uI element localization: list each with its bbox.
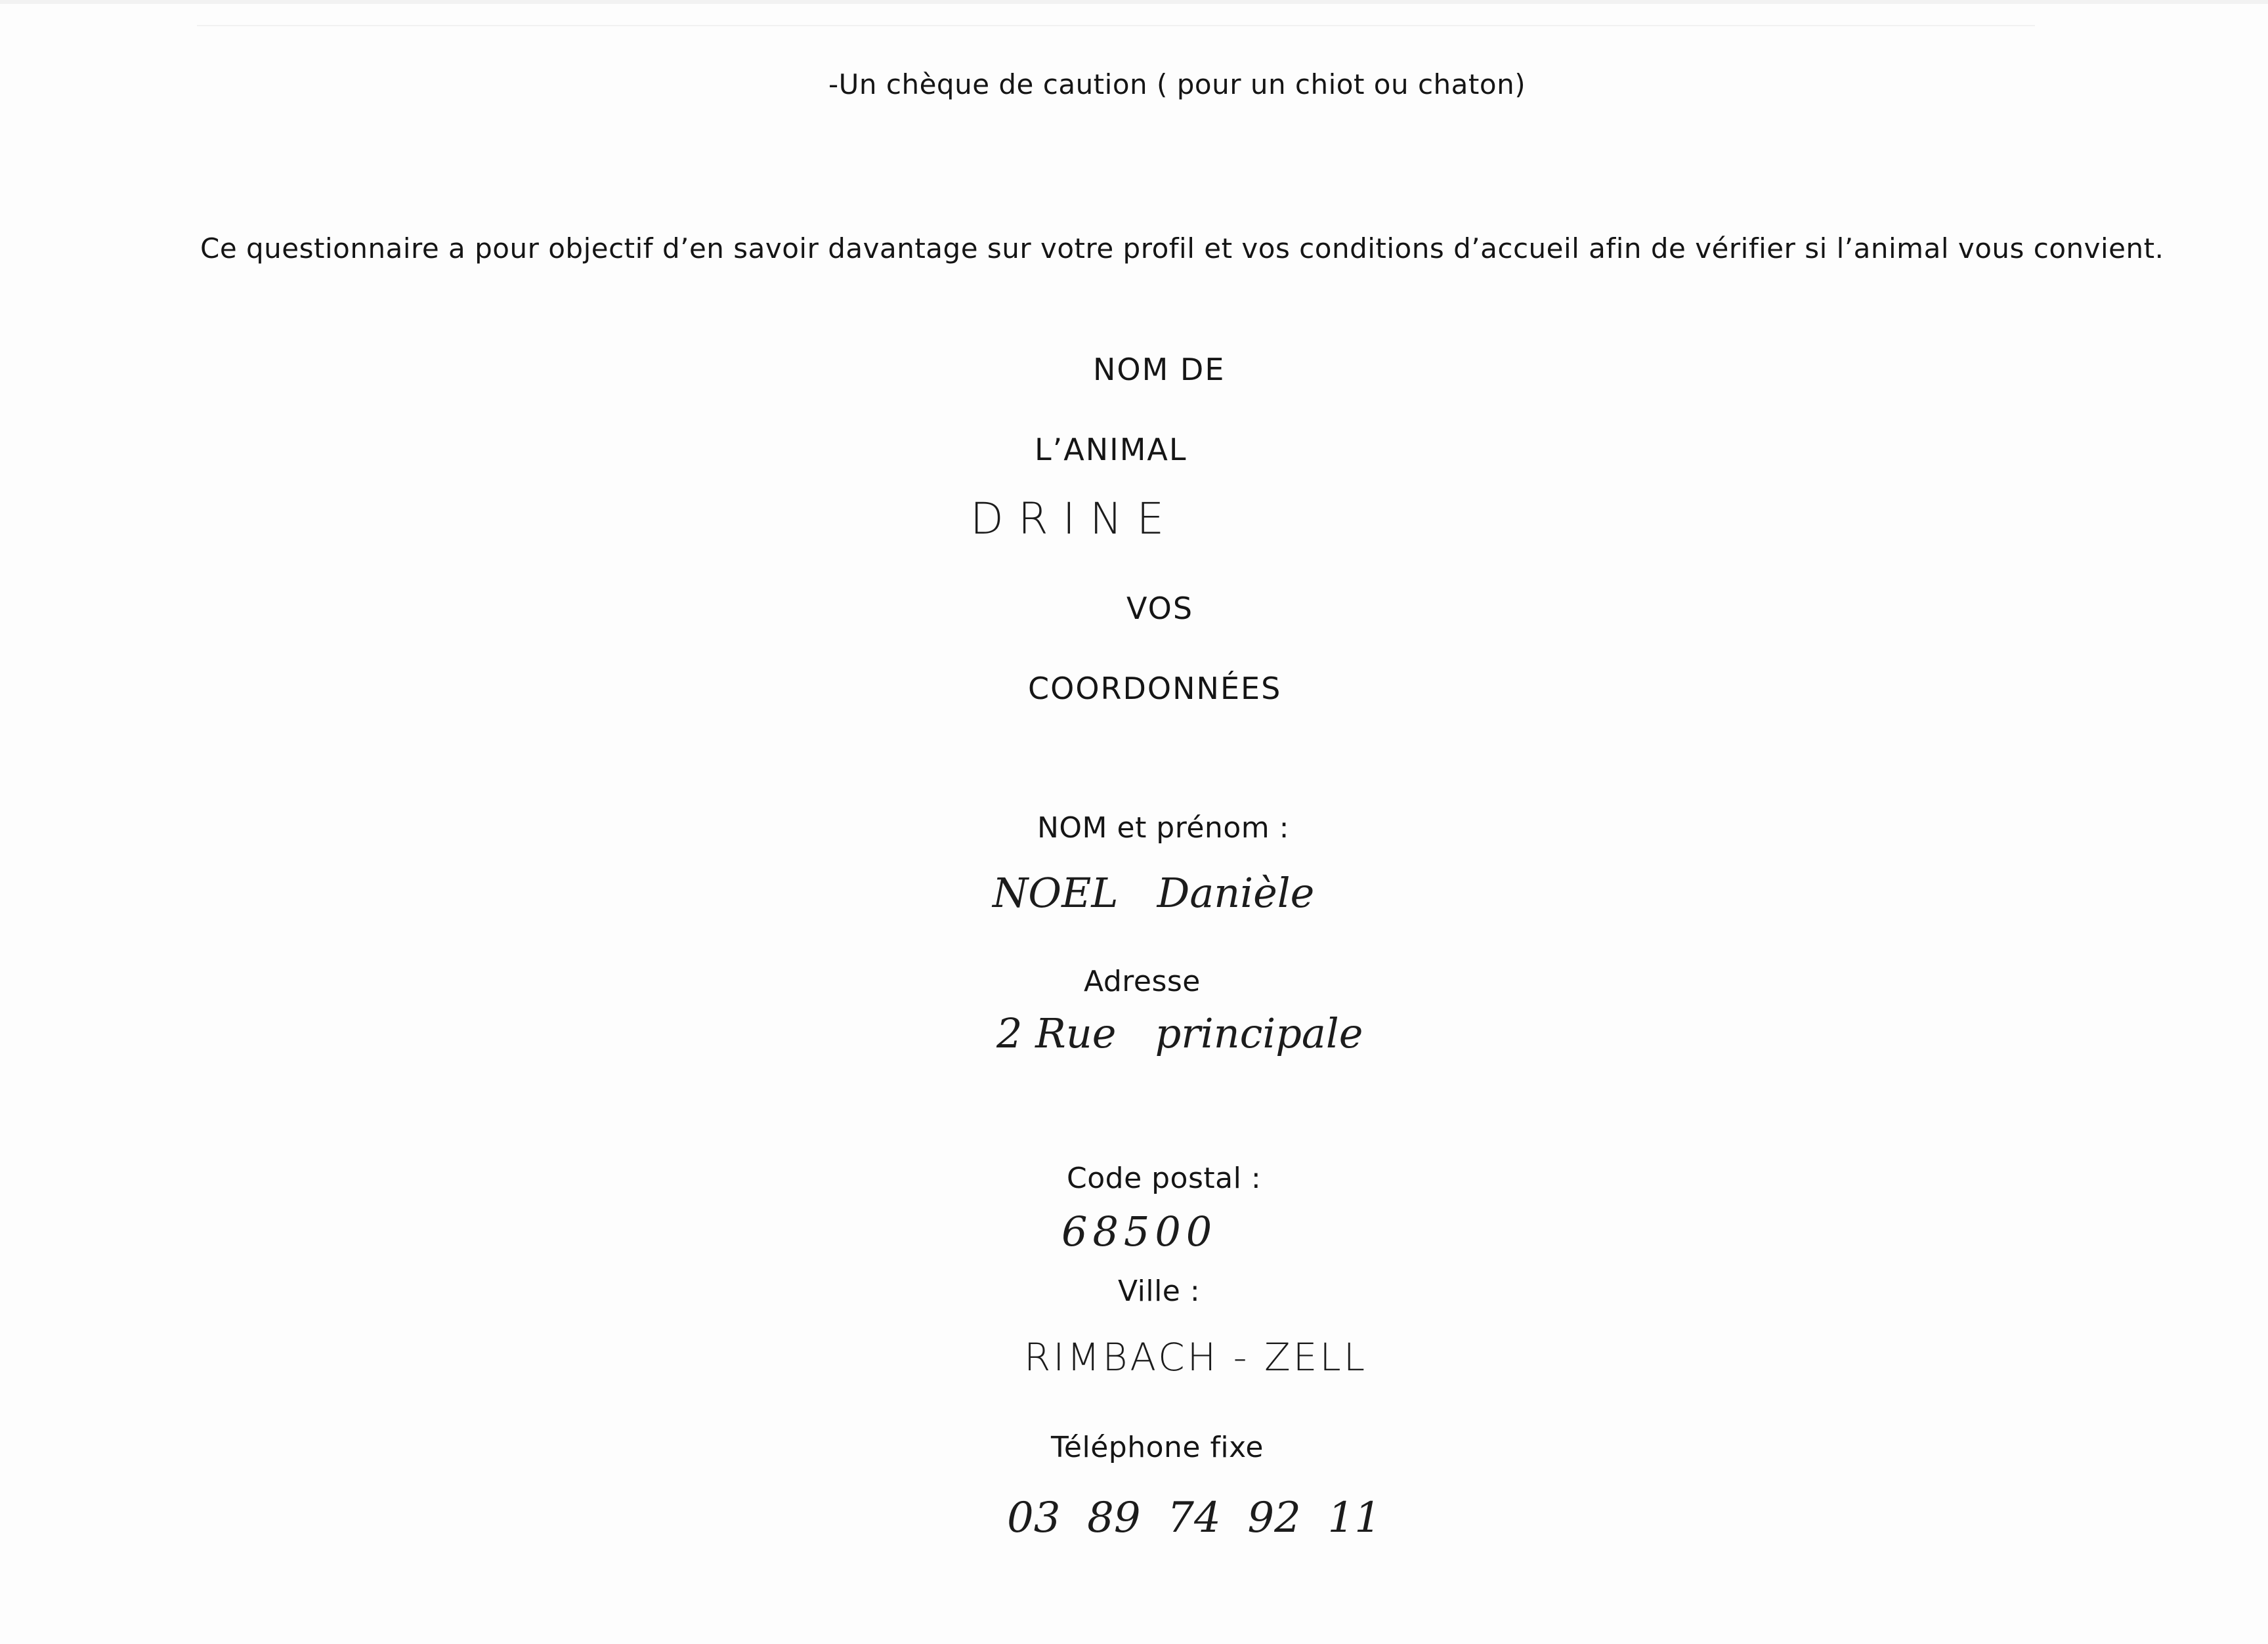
- phone-label: Téléphone fixe: [1051, 1431, 1264, 1464]
- scan-top-edge: [0, 0, 2268, 4]
- contact-heading-line1: VOS: [1126, 591, 1194, 626]
- animal-name-handwritten: DRINE: [970, 494, 1179, 544]
- name-label: NOM et prénom :: [1037, 811, 1289, 845]
- animal-heading-line2: L’ANIMAL: [1035, 432, 1187, 467]
- scan-faint-line: [197, 25, 2035, 26]
- animal-heading-line1: NOM DE: [1093, 352, 1226, 387]
- contact-heading-line2: COORDONNÉES: [1028, 671, 1282, 706]
- city-label: Ville :: [1118, 1275, 1201, 1308]
- city-value-handwritten: RIMBACH - ZELL: [1024, 1335, 1368, 1380]
- postal-code-value-handwritten: 68500: [1061, 1208, 1218, 1255]
- phone-value-handwritten: 03 89 74 92 11: [1007, 1494, 1381, 1542]
- header-note: -Un chèque de caution ( pour un chiot ou chaton): [828, 68, 1526, 100]
- address-value-handwritten: 2 Rue principale: [996, 1009, 1363, 1057]
- name-value-handwritten: NOEL Danièle: [993, 869, 1315, 917]
- address-label: Adresse: [1084, 965, 1201, 998]
- postal-code-label: Code postal :: [1067, 1162, 1262, 1195]
- intro-text: Ce questionnaire a pour objectif d’en savoir davantage sur votre profil et vos conditions d’accueil afin de vérifier si l’animal vous convient.: [200, 232, 2164, 264]
